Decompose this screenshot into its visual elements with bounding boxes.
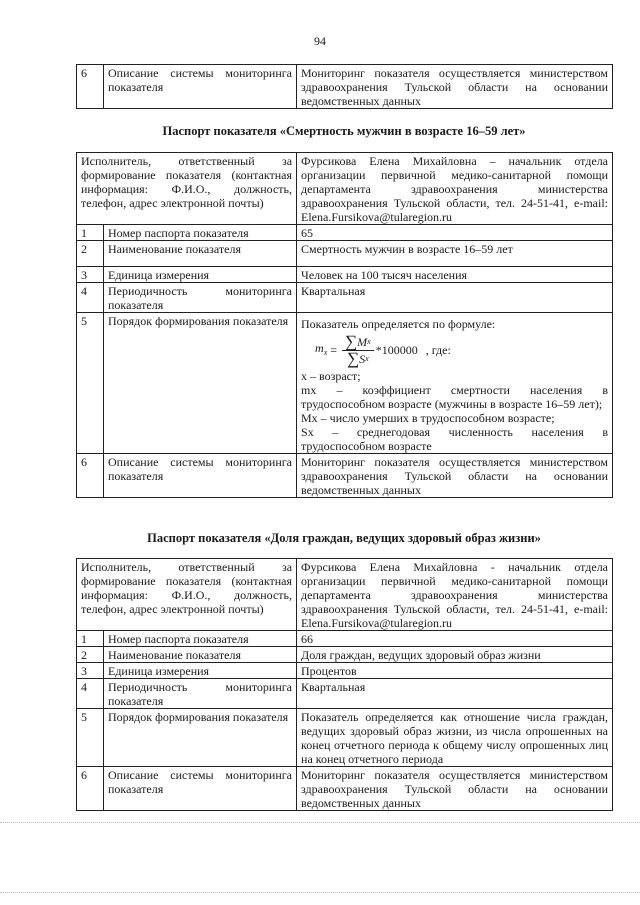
row-number: 2: [77, 647, 104, 663]
formula-legend-line: Sx – среднегодовая численность населения в трудоспособном возрасте: [301, 425, 609, 453]
row-label: Единица измерения: [104, 663, 297, 679]
executor-value: Фурсикова Елена Михайловна – начальник отдела организации первичной медико-санитарной помощи департамента здравоохранения министерства здравоохранения Тульской области, тел. 24-51-41, e-mail: Elena.Fursikova@tularegion.ru: [297, 153, 613, 225]
row-label: Описание системы мониторинга показателя: [104, 767, 297, 811]
scan-artifact-line: [0, 822, 640, 824]
row-number: 4: [77, 283, 104, 313]
table-row: [77, 709, 613, 767]
row-number: 6: [77, 454, 104, 498]
row-label: Номер паспорта показателя: [104, 225, 297, 241]
formula-legend-line: x – возраст;: [301, 369, 361, 383]
formula-multiplier: *100000: [375, 343, 418, 357]
row-value: Мониторинг показателя осуществляется министерством здравоохранения Тульской области на основании ведомственных данных: [297, 767, 613, 811]
row-number: 5: [77, 313, 104, 454]
passport2-table: [76, 558, 613, 811]
formula-suffix: , где:: [425, 343, 451, 357]
row-label: Номер паспорта показателя: [104, 631, 297, 647]
formula-legend-line: Мх – число умерших в трудоспособном возрасте;: [301, 411, 555, 425]
passport2-title: Паспорт показателя «Доля граждан, ведущих здоровый образ жизни»: [147, 531, 541, 545]
formula-legend-line: mx – коэффициент смертности населения в трудоспособном возрасте (мужчины в возрасте 16–59 лет);: [301, 383, 609, 411]
row-label: Наименование показателя: [104, 647, 297, 663]
row-label: Порядок формирования показателя: [104, 313, 297, 454]
row-number: 1: [77, 631, 104, 647]
table-row: [77, 454, 613, 498]
table-row: [77, 679, 613, 709]
table-row: [77, 225, 613, 241]
row-value: Мониторинг показателя осуществляется министерством здравоохранения Тульской области на основании ведомственных данных: [297, 454, 613, 498]
top-table: [76, 64, 613, 109]
passport1-title: Паспорт показателя «Смертность мужчин в возрасте 16–59 лет»: [162, 124, 526, 138]
table-row: [77, 267, 613, 283]
row-value: 65: [297, 225, 613, 241]
sum-icon: ∑: [345, 331, 358, 351]
row-number: 6: [77, 65, 104, 109]
row-value: Доля граждан, ведущих здоровый образ жизни: [297, 647, 613, 663]
executor-label: Исполнитель, ответственный за формирование показателя (контактная информация: Ф.И.О., должность, телефон, адрес электронной почты): [77, 153, 297, 225]
row-value: Квартальная: [297, 283, 613, 313]
formula-row: [77, 313, 613, 454]
row-value: [297, 313, 613, 454]
table-row: [77, 663, 613, 679]
table-row: [77, 283, 613, 313]
executor-row: [77, 153, 613, 225]
table-row: [77, 647, 613, 663]
row-value: Мониторинг показателя осуществляется министерством здравоохранения Тульской области на основании ведомственных данных: [297, 65, 613, 109]
row-value: Показатель определяется как отношение числа граждан, ведущих здоровый образ жизни, из числа опрошенных на конец отчетного периода к общему числу опрошенных лиц на конец отчетного периода: [297, 709, 613, 767]
row-label: Периодичность мониторинга показателя: [104, 679, 297, 709]
row-number: 6: [77, 767, 104, 811]
row-number: 3: [77, 267, 104, 283]
row-number: 4: [77, 679, 104, 709]
row-label: Периодичность мониторинга показателя: [104, 283, 297, 313]
scan-artifact-line: [0, 892, 640, 894]
passport1-table: [76, 152, 613, 498]
formula-intro: Показатель определяется по формуле:: [301, 317, 496, 331]
formula-denominator: ∑ S x: [347, 348, 369, 368]
formula-numerator: ∑ M x: [342, 334, 374, 351]
row-value: Процентов: [297, 663, 613, 679]
sum-icon: ∑: [347, 348, 360, 368]
table-row: [77, 241, 613, 267]
row-label: Описание системы мониторинга показателя: [104, 454, 297, 498]
row-number: 3: [77, 663, 104, 679]
executor-label: Исполнитель, ответственный за формирование показателя (контактная информация: Ф.И.О., должность, телефон, адрес электронной почты): [77, 559, 297, 631]
row-label: Единица измерения: [104, 267, 297, 283]
row-number: 5: [77, 709, 104, 767]
table-row: [77, 631, 613, 647]
formula-fraction: [342, 331, 374, 368]
row-number: 1: [77, 225, 104, 241]
executor-value: Фурсикова Елена Михайловна - начальник отдела организации первичной медико-санитарной помощи департамента здравоохранения министерства здравоохранения Тульской области, тел. 24-51-41, e-mail: Elena.Fursikova@tularegion.ru: [297, 559, 613, 631]
row-value: Человек на 100 тысяч населения: [297, 267, 613, 283]
page-number: 94: [314, 34, 326, 48]
table-row: [77, 65, 613, 109]
formula-lhs: $m_x$: [315, 340, 328, 357]
row-label: Наименование показателя: [104, 241, 297, 267]
row-label: Описание системы мониторинга показателя: [104, 65, 297, 109]
row-value: Смертность мужчин в возрасте 16–59 лет: [297, 241, 613, 267]
equals-sign: =: [330, 343, 338, 357]
row-value: 66: [297, 631, 613, 647]
row-number: 2: [77, 241, 104, 267]
formula: [315, 333, 608, 367]
row-value: Квартальная: [297, 679, 613, 709]
table-row: [77, 767, 613, 811]
executor-row: [77, 559, 613, 631]
row-label: Порядок формирования показателя: [104, 709, 297, 767]
